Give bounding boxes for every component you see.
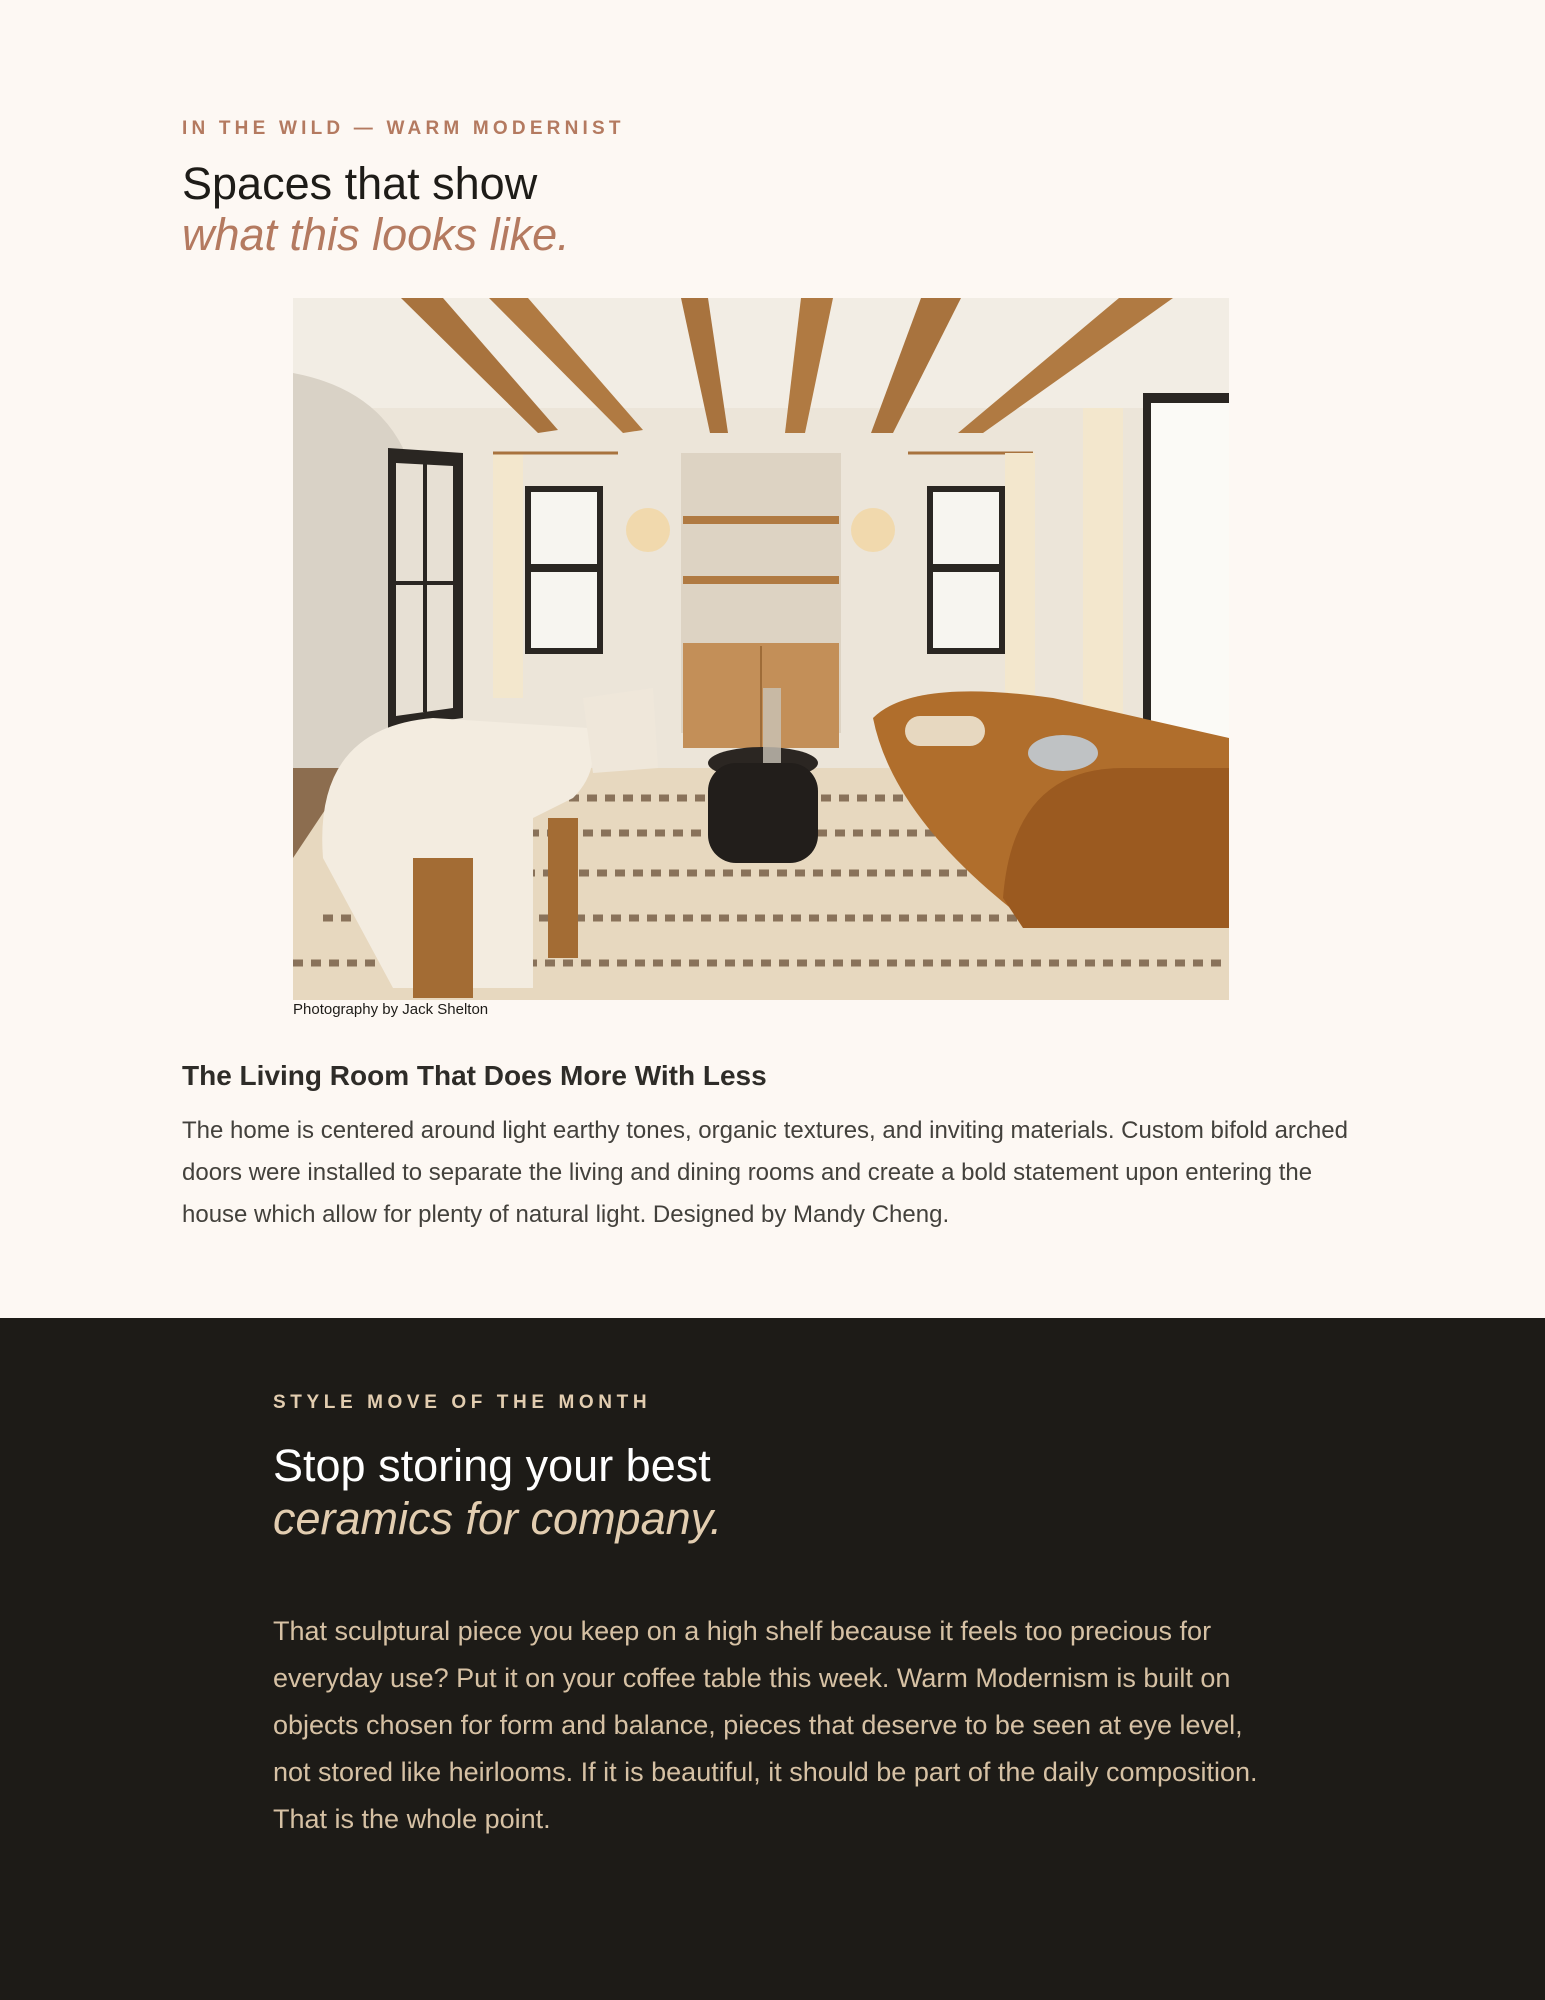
style-move-title-line2: ceramics for company. [273, 1493, 723, 1544]
style-move-section [0, 1318, 1545, 2000]
feature-heading: The Living Room That Does More With Less [182, 1060, 767, 1091]
feature-title-line1: Spaces that show [182, 158, 538, 209]
style-move-title-line1: Stop storing your best [273, 1440, 711, 1491]
feature-description: The home is centered around light earthy tones, organic textures, and inviting materials. Custom bifold arched doors were installed to separate the living and dining rooms and create a bold statement upon entering the house which allow for plenty of natural light. Designed by Mandy Cheng. [182, 1117, 1348, 1228]
feature-eyebrow: IN THE WILD — WARM MODERNIST [182, 118, 625, 139]
photo-credit: Photography by Jack Shelton [293, 1001, 489, 1018]
style-move-body: That sculptural piece you keep on a high shelf because it feels too precious for everyday use? Put it on your coffee table this week. Warm Modernism is built on objects chosen for form and balance, pieces that deserve to be seen at eye level, not stored like heirlooms. If it is beautiful, it should be part of the daily composition. That is the whole point. [273, 1616, 1258, 1834]
style-move-eyebrow: STYLE MOVE OF THE MONTH [273, 1392, 652, 1413]
living-room-photo [293, 298, 1229, 1000]
feature-title-line2: what this looks like. [182, 209, 570, 260]
